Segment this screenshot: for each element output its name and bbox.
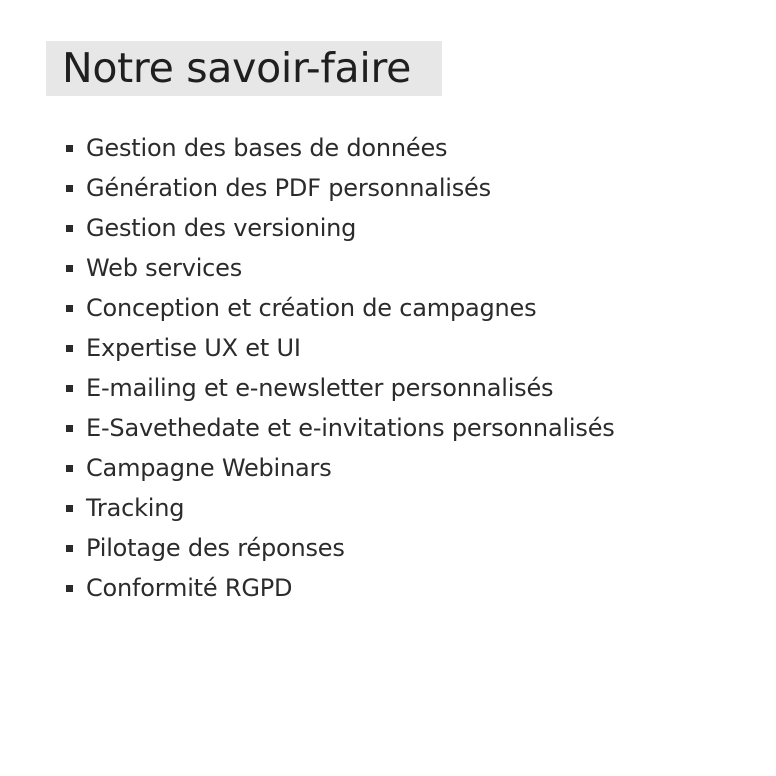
bullet-icon — [66, 505, 73, 512]
list-item — [62, 368, 615, 408]
list-item-label: Campagne Webinars — [86, 454, 332, 482]
list-item — [62, 168, 615, 208]
list-item — [62, 248, 615, 288]
title-banner — [46, 41, 442, 96]
list-item-label: Gestion des versioning — [86, 214, 357, 242]
list-item-label: Gestion des bases de données — [86, 134, 448, 162]
list-item — [62, 328, 615, 368]
bullet-icon — [66, 265, 73, 272]
bullet-icon — [66, 225, 73, 232]
list-item-label: Pilotage des réponses — [86, 534, 345, 562]
list-item-label: Conformité RGPD — [86, 574, 293, 602]
list-item — [62, 488, 615, 528]
list-item-label: Conception et création de campagnes — [86, 294, 537, 322]
bullet-icon — [66, 345, 73, 352]
list-item-label: Tracking — [86, 494, 185, 522]
page-title: Notre savoir-faire — [62, 44, 412, 92]
expertise-list — [62, 128, 615, 608]
bullet-icon — [66, 385, 73, 392]
bullet-icon — [66, 185, 73, 192]
list-item — [62, 408, 615, 448]
bullet-icon — [66, 585, 73, 592]
bullet-icon — [66, 465, 73, 472]
bullet-icon — [66, 425, 73, 432]
list-item — [62, 448, 615, 488]
bullet-icon — [66, 305, 73, 312]
list-item — [62, 288, 615, 328]
list-item — [62, 568, 615, 608]
list-item-label: E-Savethedate et e-invitations personnalisés — [86, 414, 615, 442]
bullet-icon — [66, 145, 73, 152]
list-item-label: E-mailing et e-newsletter personnalisés — [86, 374, 554, 402]
bullet-icon — [66, 545, 73, 552]
list-item-label: Web services — [86, 254, 243, 282]
list-item — [62, 128, 615, 168]
list-item — [62, 528, 615, 568]
list-item — [62, 208, 615, 248]
list-item-label: Expertise UX et UI — [86, 334, 301, 362]
list-item-label: Génération des PDF personnalisés — [86, 174, 491, 202]
